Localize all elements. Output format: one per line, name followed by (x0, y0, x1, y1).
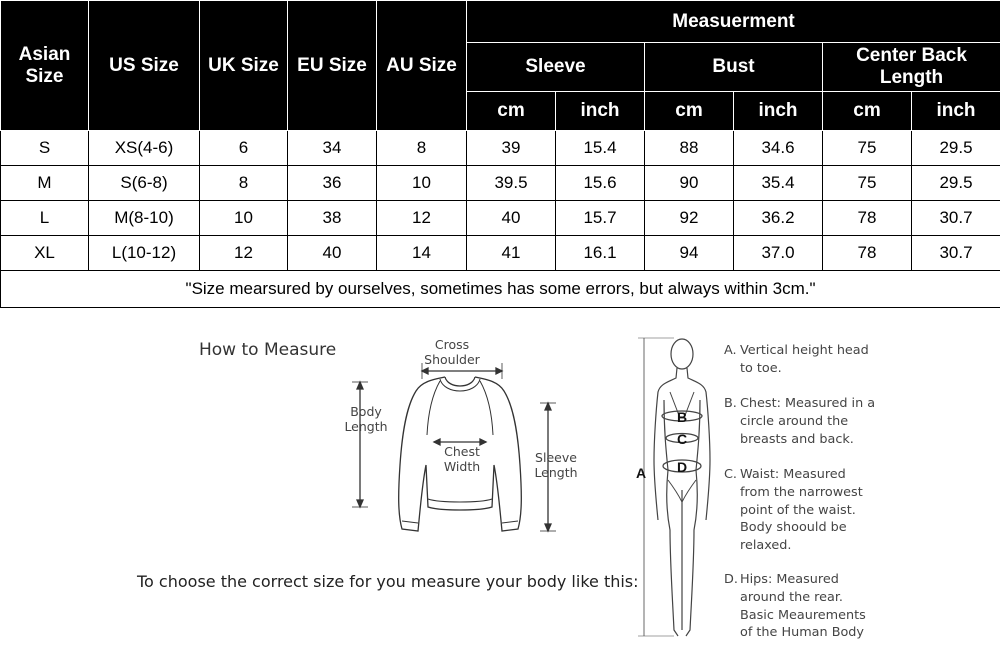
description-marker: C. (724, 467, 738, 482)
table-cell: S(6-8) (89, 166, 200, 201)
header-us-size: US Size (89, 1, 200, 131)
table-cell: 78 (823, 236, 912, 271)
table-cell: 37.0 (734, 236, 823, 271)
description-text: point of the waist. (740, 502, 856, 518)
table-cell: L (1, 201, 89, 236)
sleeve-length-label (528, 450, 584, 480)
table-cell: 35.4 (734, 166, 823, 201)
table-cell: 34 (288, 131, 377, 166)
header-asian-size: Asian Size (1, 1, 89, 131)
table-cell: S (1, 131, 89, 166)
body-length-line1: Body (350, 404, 382, 419)
description-text: breasts and back. (740, 431, 854, 447)
header-sleeve: Sleeve (467, 43, 645, 92)
header-bust: Bust (645, 43, 823, 92)
description-marker: B. (724, 396, 737, 411)
header-au-size: AU Size (377, 1, 467, 131)
description-text: relaxed. (740, 538, 792, 554)
description-waist (724, 466, 914, 555)
table-cell: 6 (200, 131, 288, 166)
table-cell: M (1, 166, 89, 201)
table-cell: XS(4-6) (89, 131, 200, 166)
description-text: circle around the (740, 413, 849, 429)
table-cell: 40 (288, 236, 377, 271)
table-cell: 8 (200, 166, 288, 201)
description-text: Basic Meaurements (740, 607, 866, 623)
table-row (1, 201, 1000, 236)
description-chest (724, 395, 914, 448)
cross-shoulder-line2: Shoulder (424, 352, 480, 367)
header-bust-inch: inch (734, 92, 823, 131)
human-body-diagram (630, 330, 720, 645)
table-cell: 36 (288, 166, 377, 201)
table-cell: 15.6 (556, 166, 645, 201)
description-text: Waist: Measured (740, 467, 846, 482)
body-marker-a: A (636, 465, 647, 481)
header-sleeve-cm: cm (467, 92, 556, 131)
table-row (1, 131, 1000, 166)
chest-width-line2: Width (443, 459, 481, 474)
table-cell: 41 (467, 236, 556, 271)
description-text: around the rear. (740, 589, 843, 605)
table-cell: XL (1, 236, 89, 271)
table-row (1, 236, 1000, 271)
sleeve-length-line2: Length (534, 465, 578, 480)
cross-shoulder-label (422, 337, 482, 367)
table-cell: 30.7 (912, 236, 1000, 271)
chest-width-label (434, 444, 490, 474)
description-height (724, 342, 914, 378)
table-cell: M(8-10) (89, 201, 200, 236)
table-cell: L(10-12) (89, 236, 200, 271)
measurement-note: "Size mearsured by ourselves, sometimes has some errors, but always within 3cm." (1, 271, 1000, 308)
description-text: Chest: Measured in a (740, 396, 876, 411)
header-bust-cm: cm (645, 92, 734, 131)
table-cell: 12 (377, 201, 467, 236)
sleeve-length-line1: Sleeve (535, 450, 577, 465)
header-back-cm: cm (823, 92, 912, 131)
table-cell: 14 (377, 236, 467, 271)
table-cell: 8 (377, 131, 467, 166)
table-cell: 30.7 (912, 201, 1000, 236)
table-cell: 15.4 (556, 131, 645, 166)
description-text: Body shoould be (740, 520, 847, 536)
description-marker: A. (724, 343, 737, 358)
table-cell: 40 (467, 201, 556, 236)
description-text: Hips: Measured (740, 572, 839, 587)
description-text: Vertical height head (740, 343, 869, 358)
body-marker-c: C (677, 431, 688, 447)
table-cell: 38 (288, 201, 377, 236)
table-cell: 88 (645, 131, 734, 166)
body-marker-b: B (677, 409, 688, 425)
table-cell: 36.2 (734, 201, 823, 236)
table-cell: 39.5 (467, 166, 556, 201)
table-cell: 39 (467, 131, 556, 166)
body-marker-d: D (677, 459, 688, 475)
body-length-line2: Length (344, 419, 388, 434)
table-cell: 12 (200, 236, 288, 271)
description-hips (724, 571, 914, 642)
header-back-inch: inch (912, 92, 1000, 131)
header-eu-size: EU Size (288, 1, 377, 131)
choose-size-instruction: To choose the correct size for you measure your body like this: (137, 572, 639, 591)
chest-width-line1: Chest (444, 444, 480, 459)
table-cell: 90 (645, 166, 734, 201)
table-cell: 29.5 (912, 166, 1000, 201)
table-cell: 75 (823, 166, 912, 201)
table-cell: 29.5 (912, 131, 1000, 166)
header-uk-size: UK Size (200, 1, 288, 131)
table-cell: 75 (823, 131, 912, 166)
table-cell: 15.7 (556, 201, 645, 236)
table-cell: 10 (377, 166, 467, 201)
header-center-back-length: Center Back Length (823, 43, 1000, 92)
how-to-measure-title: How to Measure (199, 340, 337, 360)
table-cell: 16.1 (556, 236, 645, 271)
table-cell: 94 (645, 236, 734, 271)
table-cell: 78 (823, 201, 912, 236)
table-row (1, 166, 1000, 201)
size-chart-table (0, 0, 1000, 308)
description-text: of the Human Body (740, 625, 864, 641)
table-cell: 10 (200, 201, 288, 236)
description-text: to toe. (740, 360, 782, 376)
body-length-label (340, 404, 392, 434)
table-cell: 34.6 (734, 131, 823, 166)
cross-shoulder-line1: Cross (434, 337, 470, 352)
table-cell: 92 (645, 201, 734, 236)
header-sleeve-inch: inch (556, 92, 645, 131)
header-measurement: Measuerment (467, 1, 1000, 43)
description-marker: D. (724, 572, 738, 587)
description-text: from the narrowest (740, 484, 863, 500)
